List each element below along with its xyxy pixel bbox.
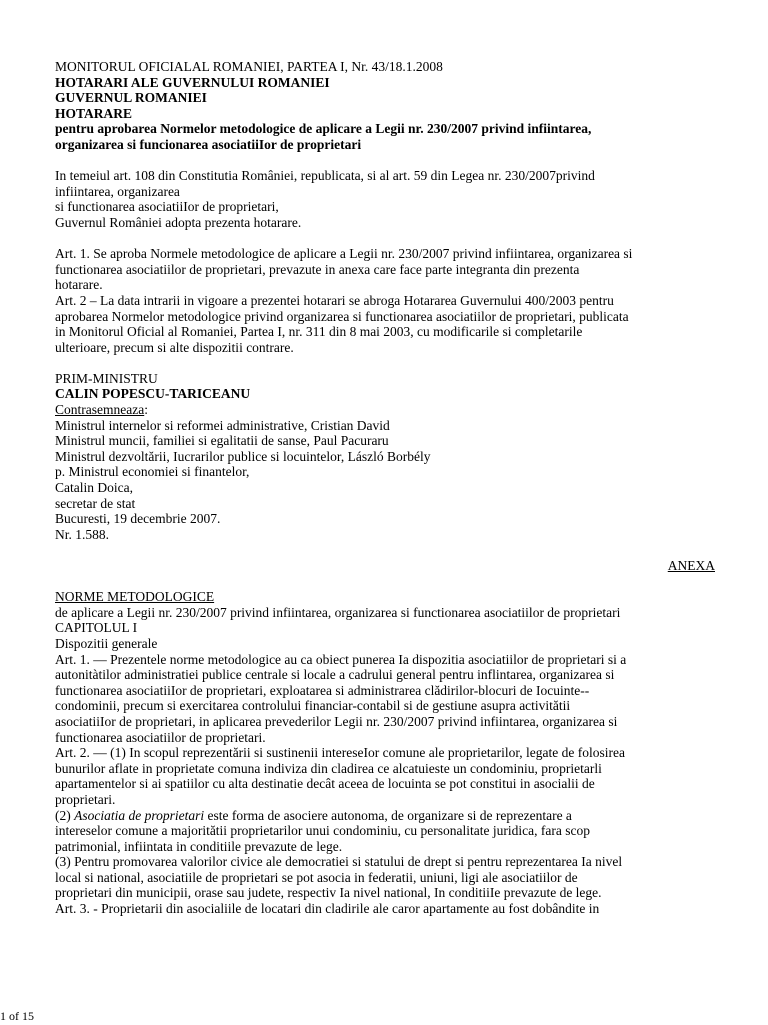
- chapter-heading: CAPITOLUL I: [55, 620, 138, 636]
- article-line: in Monitorul Oficial al Romaniei, Partea I, nr. 311 din 8 mai 2003, cu modificarile si completarile: [55, 324, 583, 340]
- document-title-line-2: organizarea si funcionarea asociatiiIor de proprietari: [55, 136, 362, 152]
- article-line: Art. 1. Se aproba Normele metodologice de aplicare a Legii nr. 230/2007 privind infiintarea, organizarea si: [55, 246, 633, 262]
- countersign-colon: :: [144, 402, 148, 418]
- annex-line: (3) Pentru promovarea valorilor civice ale democratiei si statului de drept si pentru reprezentarea Ia nivel: [55, 854, 623, 870]
- annex-line: bunurilor aflate in proprietate comuna indiviza din cladirea ce alcatuieste un condominiu, proprietarli: [55, 760, 602, 776]
- page-counter: 1 of 15: [0, 1009, 34, 1023]
- annex-line: condominii, precum si exercitarea controlului financiar-contabil si de gestiune asupra activitătii: [55, 698, 571, 714]
- article-line: aprobarea Normelor metodologice privind organizarea si functionarea asociatiilor de proprietari, publicata: [55, 308, 629, 324]
- annex-line: patrimonial, infiintata in conditiile prevazute de lege.: [55, 838, 343, 854]
- annex-line: autonitàtilor administratiei publice centrale si locale a cadrului general pentru inflintarea, organizarea si: [55, 667, 615, 683]
- annex-line: Art. 3. - Proprietarii din asocialiile de locatari din cladirile ale caror apartamente au fost dobândite in: [55, 901, 600, 917]
- annex-line: local si national, asociatiile de proprietari se pot asocia in federatii, uniuni, ligi ale asociatiilor de: [55, 869, 578, 885]
- defined-term: Asociatia de proprietari: [74, 807, 205, 823]
- countersigner: p. Ministrul economiei si finantelor,: [55, 464, 250, 480]
- annex-line: asociatiiIor de proprietari, in aplicarea prevederilor Legii nr. 230/2007 privind infiintarea, organizarea si: [55, 713, 618, 729]
- preamble-line: Guvernul României adopta prezenta hotarare.: [55, 214, 302, 230]
- issue-date: Bucuresti, 19 decembrie 2007.: [55, 511, 221, 527]
- annex-line: proprietari din municipii, orase sau judete, respectiv Ia nivel national, In conditiiIe prevazute de lege.: [55, 885, 602, 901]
- annex-line: proprietari.: [55, 791, 116, 807]
- gazette-reference: MONITORUL OFICIALAL ROMANIEI, PARTEA I, Nr. 43/18.1.2008: [55, 59, 443, 74]
- decision-number: Nr. 1.588.: [55, 526, 109, 542]
- annex-title: NORME METODOLOGICE: [55, 589, 215, 605]
- article-line: ulterioare, precum si alte dispozitii contrare.: [55, 339, 294, 355]
- countersigner: Ministrul internelor si reformei administrative, Cristian David: [55, 417, 390, 433]
- countersigner: secretar de stat: [55, 495, 136, 511]
- signatory-title: PRIM-MINISTRU: [55, 370, 158, 386]
- annex-subtitle: de aplicare a Legii nr. 230/2007 privind infiintarea, organizarea si functionarea asociatiilor de proprietari: [55, 604, 621, 620]
- annex-line: intereselor comune a majoritătii proprietarilor unui condominiu, cu personalitate juridica, fara scop: [55, 823, 590, 839]
- annex-label-row: [55, 558, 715, 574]
- preamble-line: si functionarea asociatiiIor de proprietari,: [55, 199, 279, 215]
- preamble-line: infiintarea, organizarea: [55, 183, 180, 199]
- article-line: hotarare.: [55, 277, 103, 293]
- countersigner: Ministrul muncii, familiei si egalitatii de sanse, Paul Pacuraru: [55, 433, 389, 449]
- annex-line: functionarea asociatiiIor de proprietari, exploatarea si administrarea clădirilor-blocuri de Iocuinte--: [55, 682, 590, 698]
- document-page: [55, 59, 715, 917]
- articles-block: [55, 246, 715, 355]
- article-line: Art. 2 – La data intrarii in vigoare a prezentei hotarari se abroga Hotararea Guvernului 400/2003 pentru: [55, 292, 614, 308]
- issuer-heading: GUVERNUL ROMANIEI: [55, 90, 207, 106]
- document-title-line-1: pentru aprobarea Normelor metodologice de aplicare a Legii nr. 230/2007 privind infiintarea,: [55, 121, 592, 137]
- countersigner: Catalin Doica,: [55, 480, 133, 496]
- chapter-title: Dispozitii generale: [55, 635, 158, 651]
- article-line: functionarea asociatiilor de proprietari, prevazute in anexa care face parte integranta din prezenta: [55, 261, 580, 277]
- annex-line: [55, 808, 715, 824]
- preamble-block: [55, 168, 715, 230]
- signatures-block: [55, 371, 715, 543]
- annex-block: [55, 589, 715, 916]
- countersigner: Ministrul dezvoltării, Iucrarilor publice si locuintelor, László Borbély: [55, 448, 431, 464]
- annex-line: Art. 1. — Prezentele norme metodologice au ca obiect punerea Ia dispozitia asociatiilor de proprietari si a: [55, 651, 627, 667]
- signatory-name: CALIN POPESCU-TARICEANU: [55, 386, 251, 402]
- section-heading: HOTARARI ALE GUVERNULUI ROMANIEI: [55, 74, 330, 90]
- document-type-heading: HOTARARE: [55, 105, 133, 121]
- definition-text: este forma de asociere autonoma, de organizare si de reprezentare a: [204, 807, 572, 823]
- countersign-label: [55, 402, 715, 418]
- countersign-word: Contrasemneaza: [55, 402, 145, 418]
- annex-line: functionarea asociatiilor de proprietari.: [55, 729, 266, 745]
- annex-line: Art. 2. — (1) In scopul reprezentării si sustinenii intereseIor comune ale proprietarilor, legate de folosirea: [55, 745, 625, 761]
- annex-label: ANEXA: [667, 558, 715, 573]
- annex-line: apartamentelor si ai spatiilor cu alta destinatie decât aceea de locuinta se pot constitui in asocialii de: [55, 776, 595, 792]
- paragraph-number: (2): [55, 807, 75, 823]
- header-block: [55, 59, 715, 153]
- preamble-line: In temeiul art. 108 din Constitutia României, republicata, si al art. 59 din Legea nr. 230/2007privind: [55, 168, 595, 184]
